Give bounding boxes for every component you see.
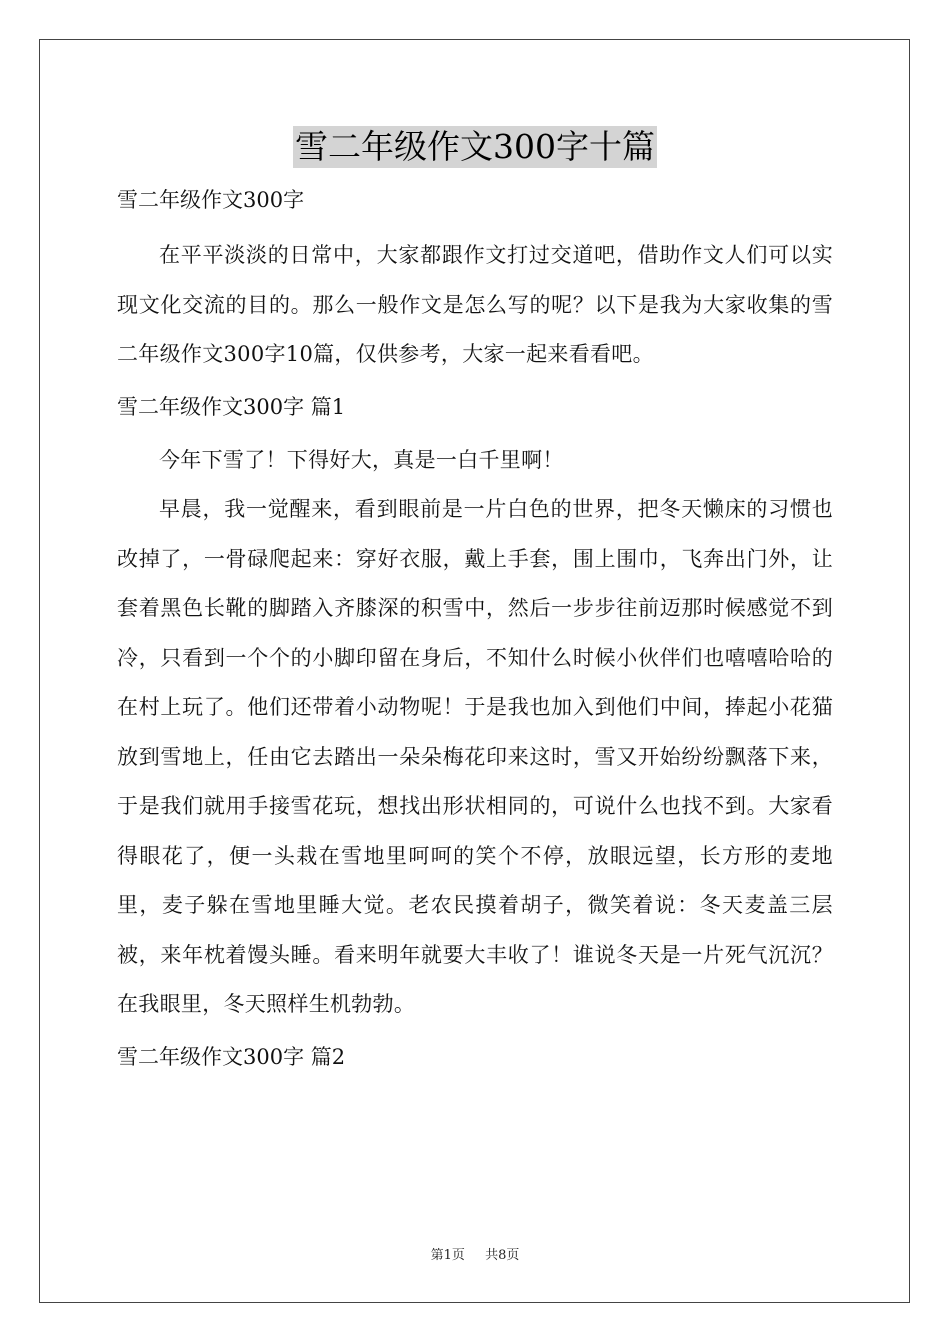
document-title: 雪二年级作文300字十篇 bbox=[295, 127, 655, 166]
page-footer bbox=[0, 1247, 950, 1265]
section-heading-2: 雪二年级作文300字 篇2 bbox=[117, 1044, 346, 1069]
section-heading-1: 雪二年级作文300字 篇1 bbox=[117, 394, 346, 419]
document-body bbox=[117, 180, 833, 1086]
section-1-paragraph: 今年下雪了！下得好大，真是一白千里啊！ bbox=[159, 447, 564, 472]
title-container bbox=[0, 126, 950, 168]
intro-heading: 雪二年级作文300字 bbox=[117, 188, 305, 212]
intro-paragraph: 在平平淡淡的日常中，大家都跟作文打过交道吧，借助作文人们可以实现文化交流的目的。那么一般作文是怎么写的呢？以下是我为大家收集的雪二年级作文300字10篇，仅供参考，大家一起来看看吧。 bbox=[117, 243, 833, 366]
page-number: 第1页 bbox=[430, 1248, 465, 1263]
page-total: 共8页 bbox=[485, 1248, 520, 1263]
section-1-paragraph: 早晨，我一觉醒来，看到眼前是一片白色的世界，把冬天懒床的习惯也改掉了，一骨碌爬起来：穿好衣服，戴上手套，围上围巾，飞奔出门外，让套着黑色长靴的脚踏入齐膝深的积雪中，然后一步步往前迈那时候感觉不到冷，只看到一个个的小脚印留在身后，不知什么时候小伙伴们也嘻嘻哈哈的在村上玩了。他们还带着小动物呢！于是我也加入到他们中间，捧起小花猫放到雪地上，任由它去踏出一朵朵梅花印来这时，雪又开始纷纷飘落下来，于是我们就用手接雪花玩，想找出形状相同的，可说什么也找不到。大家看得眼花了，便一头栽在雪地里呵呵的笑个不停，放眼远望，长方形的麦地里，麦子躲在雪地里睡大觉。老农民摸着胡子，微笑着说：冬天麦盖三层被，来年枕着馒头睡。看来明年就要大丰收了！谁说冬天是一片死气沉沉？在我眼里，冬天照样生机勃勃。 bbox=[117, 497, 833, 1016]
